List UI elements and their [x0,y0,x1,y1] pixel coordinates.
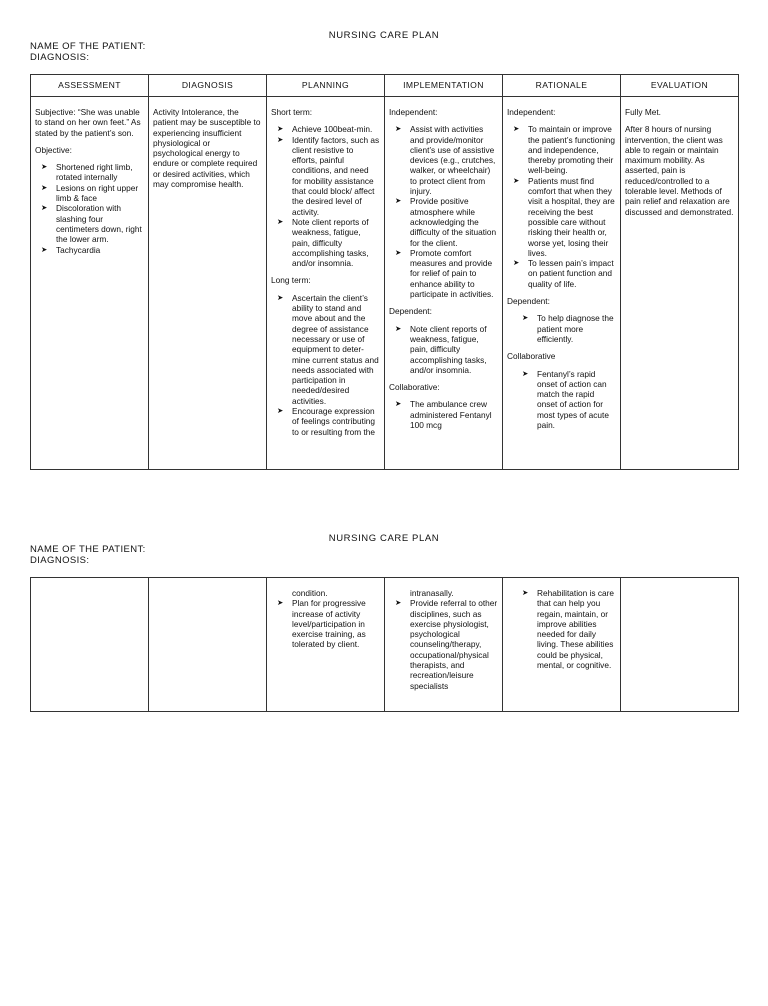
diagnosis-cell [149,97,267,470]
list-item: ➤ Achieve 100beat-min. [271,124,380,134]
planning-cell [267,578,385,712]
list-item: ➤ Discoloration with slashing four centimeters down, right the lower arm. [35,203,144,244]
care-plan-table [30,74,739,470]
planning-cell [267,97,385,470]
evaluation-status: Fully Met. [625,107,661,117]
list-item: ➤ Assist with activities and provide/monitor client’s use of assistive devices (e.g., crutches, walker, or wheelchair) to protect client from injury. [389,124,498,196]
planning-continued-list [271,598,380,649]
list-item: ➤ Note client reports of weakness, fatigue, pain, difficulty accomplishing tasks, and/or insomnia. [271,217,380,268]
header-assessment: ASSESSMENT [31,75,149,97]
assessment-cell [31,97,149,470]
list-item: ➤ Plan for progressive increase of activity level/participation in exercise training, as tolerated by client. [271,598,380,649]
implementation-cell [385,97,503,470]
care-plan-table-continued [30,577,739,712]
impl-dependent-list [389,324,498,375]
list-item: ➤ Provide positive atmosphere while acknowledging the difficulty of the situation for the client. [389,196,498,247]
list-item: ➤ Provide referral to other disciplines, such as exercise physiologist, psychological counseling/therapy, occupational/physical therapists, and recreation/leisure specialists [389,598,498,691]
objective-label: Objective: [35,144,72,155]
header-row [31,75,739,97]
implementation-continued-list [389,598,498,691]
evaluation-text: After 8 hours of nursing intervention, the client was able to regain or maintain maximum mobility. As asserted, pain is reduced/controlled to a tolerable level. Methods of pain relief and relaxation are discussed and demonstrated. [625,124,734,217]
list-item: ➤ Note client reports of weakness, fatigue, pain, difficulty accomplishing tasks, and/or insomnia. [389,324,498,375]
rat-independent-label: Independent: [507,107,556,117]
planning-continued-text: condition. [292,588,328,598]
list-item: ➤ Rehabilitation is care that can help you regain, maintain, or improve abilities needed for daily living. These abilities could be physical, mental, or cognitive. [507,588,616,670]
header-implementation: IMPLEMENTATION [385,75,503,97]
diagnosis-cell [149,578,267,712]
impl-dependent-label: Dependent: [389,306,432,317]
assessment-cell [31,578,149,712]
list-item: ➤ Encourage expression of feelings contributing to or resulting from the [271,406,380,437]
list-item: ➤ To maintain or improve the patient’s functioning and independence, thereby promoting their well-being. [507,124,616,175]
subjective-text: Subjective: “She was unable to stand on her own feet.” As stated by the patient’s son. [35,107,141,138]
rat-dependent-list [507,313,616,344]
patient-name-label: NAME OF THE PATIENT: [30,544,146,555]
rat-independent-list [507,124,616,289]
list-item: ➤ To help diagnose the patient more efficiently. [507,313,616,344]
short-term-list [271,124,380,268]
diagnosis-label: DIAGNOSIS: [30,52,90,63]
header-rationale: RATIONALE [503,75,621,97]
list-item: ➤ The ambulance crew administered Fentanyl 100 mcg [389,399,498,430]
impl-collaborative-list [389,399,498,430]
objective-list [35,162,144,255]
evaluation-cell [621,97,739,470]
list-item: ➤ Promote comfort measures and provide for relief of pain to enhance ability to participate in activities. [389,248,498,299]
patient-name-label: NAME OF THE PATIENT: [30,41,146,52]
impl-collaborative-label: Collaborative: [389,382,440,393]
list-item: ➤ Lesions on right upper limb & face [35,183,144,204]
content-row [31,578,739,712]
implementation-continued-text: intranasally. [410,588,454,598]
page-title: NURSING CARE PLAN [328,533,440,544]
header-evaluation: EVALUATION [621,75,739,97]
list-item: ➤ Identify factors, such as client resistive to efforts, painful conditions, and need for mobility assistance that could block/ affect the desired level of activity. [271,135,380,217]
rationale-cell [503,97,621,470]
header-planning: PLANNING [267,75,385,97]
rat-collaborative-list [507,369,616,431]
content-row [31,97,739,470]
short-term-label: Short term: [271,107,313,117]
list-item: ➤ Fentanyl’s rapid onset of action can match the rapid onset of action for most types of acute pain. [507,369,616,431]
rationale-continued-list [507,588,616,670]
rat-dependent-label: Dependent: [507,296,550,307]
list-item: ➤ To lessen pain’s impact on patient function and quality of life. [507,258,616,289]
rationale-cell [503,578,621,712]
impl-independent-list [389,124,498,299]
list-item: ➤ Tachycardia [35,245,144,255]
list-item: ➤ Ascertain the client’s ability to stand and move about and the degree of assistance necessary or use of equipment to deter-mine current status and needs associated with participation in needed/desired activities. [271,293,380,406]
impl-independent-label: Independent: [389,107,438,117]
list-item: ➤ Shortened right limb, rotated internally [35,162,144,183]
header-diagnosis: DIAGNOSIS [149,75,267,97]
long-term-label: Long term: [271,275,311,286]
page-title: NURSING CARE PLAN [328,30,440,41]
rat-collaborative-label: Collaborative [507,351,556,362]
diagnosis-text: Activity Intolerance, the patient may be susceptible to experiencing insufficient physiological or psychological energy to endure or complete required or desired activities, which may compromise health. [153,107,261,190]
list-item: ➤ Patients must find comfort that when they visit a hospital, they are receiving the best possible care without risking their health or, worse yet, losing their lives. [507,176,616,258]
long-term-list [271,293,380,437]
diagnosis-label: DIAGNOSIS: [30,555,90,566]
implementation-cell [385,578,503,712]
evaluation-cell [621,578,739,712]
